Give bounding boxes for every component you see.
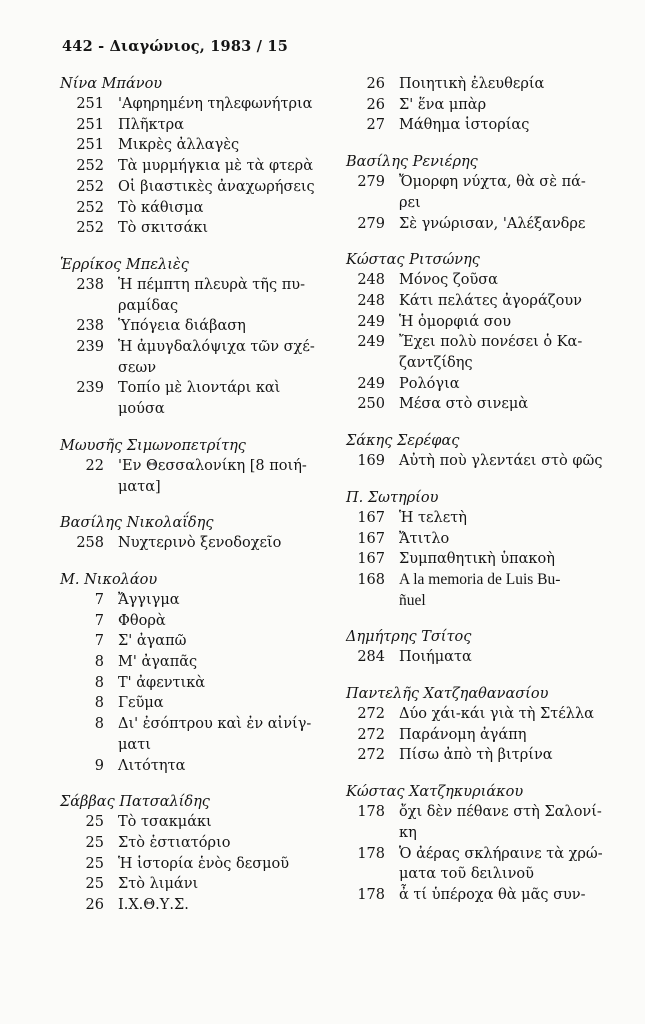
left-column [58,74,333,916]
title-line: ραμίδας [118,297,179,314]
author-section [344,250,619,415]
running-head: 442 - Διαγώνιος, 1983 / 15 [62,38,288,55]
index-entry [58,378,333,419]
title-line: Ρολόγια [399,375,460,392]
page-number: 239 [76,380,104,397]
page-number: 272 [357,706,385,723]
page-number: 238 [76,276,104,293]
title-line: 'Αφηρημένη τηλεφωνήτρια [118,96,313,112]
page-number: 279 [357,215,385,232]
title-line: ὄχι δὲν πέθανε στὴ Σαλονί- [399,804,602,821]
poem-title [118,218,208,239]
page-number: 7 [94,591,104,608]
poem-title [399,570,560,611]
page-number: 25 [85,814,104,831]
page-number: 25 [85,834,104,851]
index-entry [58,177,333,198]
title-line: Ἔχει πολὺ πονέσει ὁ Κα- [399,334,583,351]
page-number: 252 [76,220,104,237]
author-name: Βασίλης Ρενιέρης [346,154,478,171]
page-number: 249 [357,313,385,330]
index-entry [344,802,619,843]
title-line: Σὲ γνώρισαν, 'Αλέξανδρε [399,215,586,232]
page-number: 251 [76,137,104,154]
index-entry [344,508,619,529]
page-number: 168 [357,571,385,588]
author-name: Βασίλης Νικολαΐδης [60,515,214,532]
title-line: Ἡ ἱστορία ἑνὸς δεσμοῦ [118,855,290,872]
index-entry [344,394,619,415]
poem-title [118,533,281,554]
page-number: 238 [76,318,104,335]
title-line: Μάθημα ἱστορίας [399,117,530,134]
title-line: Ἡ ὁμορφιά σου [399,313,512,330]
page-number: 9 [94,757,104,774]
poem-title [399,549,555,570]
index-entry [344,704,619,725]
page-number: 27 [366,117,385,134]
title-line: Σ' ἀγαπῶ [118,633,187,650]
title-line: Ἄγγιγμα [118,591,180,608]
title-line: σεων [118,359,157,376]
index-entry [344,214,619,235]
author-section [344,627,619,668]
page-number: 25 [85,855,104,872]
index-entry [58,94,333,115]
index-entry [344,844,619,885]
poem-title [118,115,184,136]
page-number: 178 [357,845,385,862]
title-line: Τ' ἀφεντικὰ [118,674,206,691]
index-entry [58,854,333,875]
title-line: ματα τοῦ δειλινοῦ [399,866,534,883]
title-line: Ἡ τελετὴ [399,509,467,526]
index-entry [344,451,619,472]
page-number: 249 [357,375,385,392]
poem-title [399,451,602,472]
index-entry [344,332,619,373]
page-number: 249 [357,334,385,351]
index-entry [58,316,333,337]
poem-title [399,802,602,843]
page-number: 250 [357,396,385,413]
poem-title [118,631,186,652]
title-line: Μόνος ζοῦσα [399,272,498,289]
title-line: Πλῆκτρα [118,116,184,133]
poem-title [399,291,582,312]
title-line: Ποιήματα [399,649,472,666]
index-entry [344,647,619,668]
author-name: Π. Σωτηρίου [346,489,439,506]
title-line: Ὄμορφη νύχτα, θὰ σὲ πά- [399,174,586,191]
poem-title [399,312,511,333]
poem-title [118,611,166,632]
index-entry [58,812,333,833]
title-line: Τὸ σκιτσάκι [118,220,209,237]
author-name: Μωυσῆς Σιμωνοπετρίτης [60,437,246,454]
author-name: Σάββας Πατσαλίδης [60,794,210,811]
author-name: Σάκης Σερέφας [346,433,460,450]
title-line: Μ' ἀγαπᾶς [118,654,198,671]
page-number: 7 [94,612,104,629]
page-number: 258 [76,535,104,552]
title-line: Ὑπόγεια διάβαση [118,318,246,335]
page-number: 272 [357,726,385,743]
title-line: ματα] [118,478,161,495]
index-entry [344,745,619,766]
index-entry [344,291,619,312]
title-line: A la memoria de Luis Bu- [399,570,561,588]
page-number: 26 [366,96,385,113]
title-line: Τὸ κάθισμα [118,199,204,216]
author-section [58,570,333,776]
index-entry [58,673,333,694]
index-entry [58,533,333,554]
page-number: 22 [85,457,104,474]
poem-title [118,895,189,916]
poem-title [118,456,307,497]
poem-title [118,673,205,694]
title-line: Τὸ τσακμάκι [118,814,212,831]
author-section [58,74,333,239]
title-line: ρει [399,194,421,211]
page-number: 167 [357,509,385,526]
index-entry [58,218,333,239]
title-line: Τὰ μυρμήγκια μὲ τὰ φτερὰ [118,158,313,175]
title-line: Νυχτερινὸ ξενοδοχεῖο [118,535,282,552]
author-section [58,255,333,420]
poem-title [399,74,544,95]
poem-title [399,332,582,373]
poem-title [399,647,472,668]
page-number: 167 [357,530,385,547]
title-line: Γεῦμα [118,695,164,712]
index-entry [58,714,333,755]
index-entry [344,172,619,213]
title-line: Στὸ ἑστιατόριο [118,834,231,851]
title-line: Ἄτιτλο [399,530,450,547]
index-entry [344,312,619,333]
author-section [58,513,333,554]
title-line: Στὸ λιμάνι [118,876,199,893]
poem-title [118,693,164,714]
page-number: 279 [357,174,385,191]
title-line: Σ' ἕνα μπὰρ [399,96,487,113]
poem-title [399,172,586,213]
index-entry [344,270,619,291]
title-line: Ἡ πέμπτη πλευρὰ τῆς πυ- [118,276,305,293]
author-name: Κώστας Χατζηκυριάκου [346,784,524,801]
index-entry [58,135,333,156]
poem-title [399,745,553,766]
author-name: Δημήτρης Τσίτος [346,629,472,646]
poem-title [118,177,315,198]
index-entry [58,115,333,136]
title-line: Ἡ ἀμυγδαλόψιχα τῶν σχέ- [118,339,315,356]
poem-title [399,214,585,235]
title-line: μούσα [118,401,165,418]
page-number: 248 [357,272,385,289]
poem-title [399,115,529,136]
page-number: 8 [94,695,104,712]
author-name: Νίνα Μπάνου [60,76,163,92]
author-section [58,436,333,497]
author-section [344,488,619,612]
index-entry [58,693,333,714]
title-line: Παράνομη ἀγάπη [399,726,527,743]
right-column [344,74,619,906]
title-line: Ὁ ἀέρας σκλήραινε τὰ χρώ- [399,845,603,862]
author-section [344,431,619,472]
author-section [344,74,619,136]
page-number: 169 [357,453,385,470]
index-entry [344,374,619,395]
index-entry [58,590,333,611]
poem-title [399,95,486,116]
poem-title [118,378,280,419]
title-line: ζαντζίδης [399,355,473,372]
title-line: ἆ τί ὑπέροχα θὰ μᾶς συν- [399,886,586,903]
title-line: ñuel [399,591,426,609]
index-entry [58,456,333,497]
index-entry [58,833,333,854]
poem-title [399,725,526,746]
page-number: 252 [76,178,104,195]
author-name: Κώστας Ριτσώνης [346,252,480,269]
title-line: Δι' ἐσόπτρου καὶ ἐν αἰνίγ- [118,716,312,733]
page-number: 8 [94,716,104,733]
index-entry [344,529,619,550]
poem-title [118,135,239,156]
page-number: 25 [85,876,104,893]
title-line: ματι [118,736,151,753]
index-entry [58,652,333,673]
index-entry [58,756,333,777]
index-entry [344,725,619,746]
poem-title [118,198,203,219]
title-line: Οἱ βιαστικὲς ἀναχωρήσεις [118,178,315,195]
index-entry [344,570,619,611]
title-line: Μικρὲς ἀλλαγὲς [118,137,240,154]
poem-title [118,590,180,611]
index-entry [58,611,333,632]
poem-title [118,714,311,755]
poem-title [118,652,197,673]
index-entry [58,631,333,652]
title-line: Τοπίο μὲ λιοντάρι καὶ [118,380,281,397]
poem-title [118,874,198,895]
title-line: Ι.Χ.Θ.Υ.Σ. [118,897,189,914]
index-entry [344,115,619,136]
title-line: Αὐτὴ ποὺ γλεντάει στὸ φῶς [399,453,603,470]
index-entry [344,95,619,116]
index-entry [58,275,333,316]
author-section [344,684,619,766]
poem-title [118,756,185,777]
title-line: Συμπαθητικὴ ὑπακοὴ [399,551,555,568]
page-number: 167 [357,551,385,568]
page-number: 26 [85,897,104,914]
author-name: Παντελῆς Χατζηαθανασίου [346,686,549,703]
page-number: 252 [76,199,104,216]
page-number: 7 [94,633,104,650]
page-number: 248 [357,292,385,309]
poem-title [118,854,289,875]
page-number: 26 [366,76,385,92]
page-number: 252 [76,158,104,175]
author-name: Ἑρρίκος Μπελιὲς [60,256,189,273]
poem-title [118,316,246,337]
page-number: 251 [76,96,104,112]
index-entry [58,874,333,895]
poem-title [118,275,305,316]
title-line: 'Εν Θεσσαλονίκη [8 ποιή- [118,457,307,474]
poem-title [118,812,212,833]
index-entry [58,198,333,219]
poem-title [399,529,449,550]
page-number: 284 [357,649,385,666]
poem-title [399,374,460,395]
index-entry [344,885,619,906]
page-number: 178 [357,886,385,903]
poem-title [118,833,230,854]
index-entry [58,156,333,177]
poem-title [399,270,498,291]
index-entry [58,895,333,916]
index-entry [344,74,619,95]
page-number: 8 [94,654,104,671]
title-line: Δύο χάι-κάι γιὰ τὴ Στέλλα [399,706,594,723]
poem-title [399,508,467,529]
poem-title [118,337,315,378]
poem-title [399,885,586,906]
poem-title [399,844,603,885]
title-line: Κάτι πελάτες ἀγοράζουν [399,292,582,309]
title-line: Πίσω ἀπὸ τὴ βιτρίνα [399,747,553,764]
title-line: Ποιητικὴ ἐλευθερία [399,76,545,92]
poem-title [118,94,312,115]
page-number: 178 [357,804,385,821]
index-entry [58,337,333,378]
poem-title [118,156,313,177]
author-name: Μ. Νικολάου [60,571,158,588]
page-number: 272 [357,747,385,764]
poem-title [399,394,528,415]
page-number: 8 [94,674,104,691]
index-entry [344,549,619,570]
title-line: Μέσα στὸ σινεμὰ [399,396,529,413]
author-section [344,782,619,906]
title-line: Λιτότητα [118,757,186,774]
author-section [344,152,619,234]
author-section [58,792,333,916]
poem-title [399,704,594,725]
page-number: 251 [76,116,104,133]
title-line: Φθορὰ [118,612,166,629]
page-number: 239 [76,339,104,356]
title-line: κη [399,824,417,841]
